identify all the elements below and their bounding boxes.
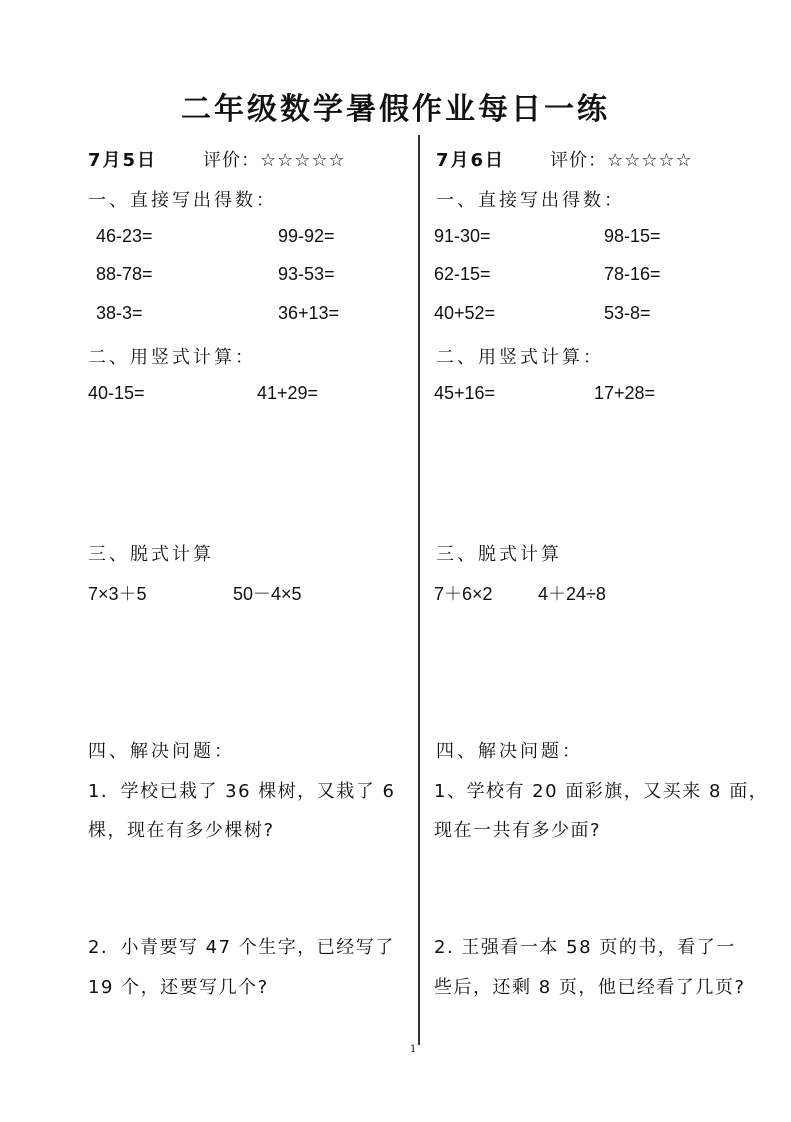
column-divider [418,135,420,1045]
right-s1-item: 53-8= [604,303,651,323]
left-s1-item: 46-23= [96,226,153,246]
left-section2-heading: 二、用竖式计算： [88,347,256,368]
right-problem2-line1: 2. 王强看一本 58 页的书，看了一 [434,937,736,958]
right-section3-heading: 三、脱式计算 [436,544,562,565]
right-section4-heading: 四、解决问题： [436,741,583,762]
right-s3-item: 4＋24÷8 [538,584,606,604]
left-s1-item: 88-78= [96,264,153,284]
right-section2-heading: 二、用竖式计算： [436,347,604,368]
right-rating: 评价：☆☆☆☆☆ [550,150,693,171]
left-problem2-line1: 2．小青要写 47 个生字，已经写了 [88,937,395,958]
right-problem1-line2: 现在一共有多少面? [434,820,602,841]
right-s1-item: 78-16= [604,264,661,284]
left-rating: 评价：☆☆☆☆☆ [203,150,346,171]
right-s1-item: 40+52= [434,303,496,323]
left-s1-item: 93-53= [278,264,335,284]
left-problem1-line1: 1．学校已栽了 36 棵树，又栽了 6 [88,781,396,802]
left-s3-item: 7×3＋5 [88,584,147,604]
right-section1-heading: 一、直接写出得数： [436,190,625,211]
right-s1-item: 62-15= [434,264,491,284]
left-s3-item: 50－4×5 [233,584,302,604]
left-s1-item: 99-92= [278,226,335,246]
right-s1-item: 91-30= [434,226,491,246]
right-s1-item: 98-15= [604,226,661,246]
left-section4-heading: 四、解决问题： [88,741,235,762]
left-s1-item: 38-3= [96,303,143,323]
left-date: 7月5日 [88,150,158,171]
right-s2-item: 17+28= [594,383,656,403]
right-s2-item: 45+16= [434,383,496,403]
left-section1-heading: 一、直接写出得数： [88,190,277,211]
left-problem1-line2: 棵，现在有多少棵树? [88,820,275,841]
page-title: 二年级数学暑假作业每日一练 [181,92,610,127]
left-s2-item: 41+29= [257,383,319,403]
right-problem2-line2: 些后，还剩 8 页，他已经看了几页? [434,977,746,998]
left-s1-item: 36+13= [278,303,340,323]
right-s3-item: 7＋6×2 [434,584,493,604]
page-number: 1 [410,1044,417,1055]
left-section3-heading: 三、脱式计算 [88,544,214,565]
left-problem2-line2: 19 个，还要写几个? [88,977,269,998]
left-s2-item: 40-15= [88,383,145,403]
right-date: 7月6日 [436,150,506,171]
right-problem1-line1: 1、学校有 20 面彩旗，又买来 8 面， [434,781,769,802]
